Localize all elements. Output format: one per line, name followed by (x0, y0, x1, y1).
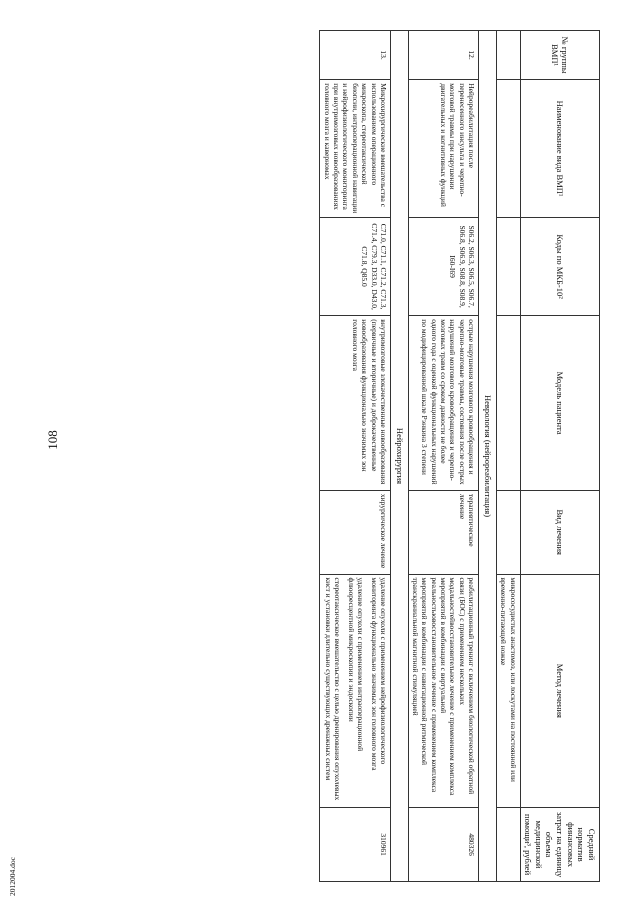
section-title-neurosurgery: Нейрохирургия (391, 31, 409, 882)
header-treatment-type: Вид лечения (520, 490, 599, 574)
row13-method-2: удаление опухоли с применением интраоперационной флюоресцентной микроскопии и эндоскопии (346, 577, 366, 752)
row12-vmp-name: Нейрореабилитация после перенесенного инсульта и черепно-мозговой травмы при нарушении двигательных и когнитивных функций (408, 80, 479, 218)
section-title-neuro-rehab: Неврология (нейрореабилитация) (479, 31, 497, 882)
header-row (520, 31, 599, 882)
page-number: 108 (45, 430, 60, 450)
continuation-row (496, 31, 520, 882)
rotated-table-container (80, 30, 600, 882)
table-row-13 (320, 31, 391, 882)
row13-number: 13. (320, 31, 391, 80)
row12-icd-codes: S06.2, S06.3, S06.5, S06.7, S06.8, S06.9, S08.8, S08.9, I60-I69 (408, 217, 479, 315)
row13-method-3: стереотаксическое вмешательство с целью дренирования опухолевых кист и установки длительно существующих дренажных систем (324, 577, 343, 801)
header-icd-codes: Коды по МКБ-10² (520, 217, 599, 315)
section-row-neurosurgery (391, 31, 409, 882)
row12-patient-model: острые нарушения мозгового кровообращения и черепно-мозговые травмы, состояния после острых нарушений мозгового кровообращения и черепно-мозговых травм со сроком давности не более одного года с оценкой функциональных нарушений по модифицированной шкале Рэнкина 3 степени (408, 316, 479, 491)
footer-document-code: 2012004.doc (8, 857, 17, 896)
row12-cost-norm: 480326 (408, 808, 479, 882)
row13-treatment-type: хирургическое лечение (320, 490, 391, 574)
header-treatment-method: Метод лечения (520, 574, 599, 808)
row12-treatment-type: терапевтическое лечение (408, 490, 479, 574)
continuation-method: микрососудистых анастомоз, или лоскутами на постоянной или временно-питающей ножке (496, 574, 520, 808)
header-cost-norm: Средний норматив финансовых затрат на единицу объема медицинской помощи³, рублей (520, 808, 599, 882)
table-row-12 (408, 31, 479, 882)
header-patient-model: Модель пациента (520, 316, 599, 491)
row13-treatment-methods (320, 574, 391, 808)
row12-number: 12. (408, 31, 479, 80)
header-vmp-name: Наименование вида ВМП¹ (520, 80, 599, 218)
row13-method-1: удаление опухоли с применением нейрофизиологического мониторинга функционально значимых зон головного мозга (369, 577, 388, 771)
row12-treatment-method: реабилитационный тренинг с включением биологической обратной связи (БОС) с применением нескольких модальностейвосстановительное лечение с применением комплекса мероприятий в комбинации с виртуальной реальностьювосстановительное лечение с применением комплекса мероприятий в комбинации с навигационной ритмической транскраниальной магнитной стимуляцией (408, 574, 479, 808)
vmp-table (319, 30, 600, 882)
row13-patient-model: внутримозговые злокачественные новообразования (первичные и вторичные) и доброкачественные новообразования функционально значимых зон головного мозга (320, 316, 391, 491)
section-row-neuro-rehab (479, 31, 497, 882)
row13-cost-norm: 310961 (320, 808, 391, 882)
row13-icd-codes: C71.0, C71.1, C71.2, C71.3, C71.4, C79.3, D33.0, D43.0, C71.8, Q85.0 (320, 217, 391, 315)
header-group-number: № группы ВМП¹ (520, 31, 599, 80)
row13-vmp-name: Микрохирургические вмешательства с использованием операционного микроскопа, стереотаксической биопсии, интраоперационной навигации и нейрофизиологического мониторинга при внутримозговых новообразованиях головного мозга и каверномах (320, 80, 391, 218)
